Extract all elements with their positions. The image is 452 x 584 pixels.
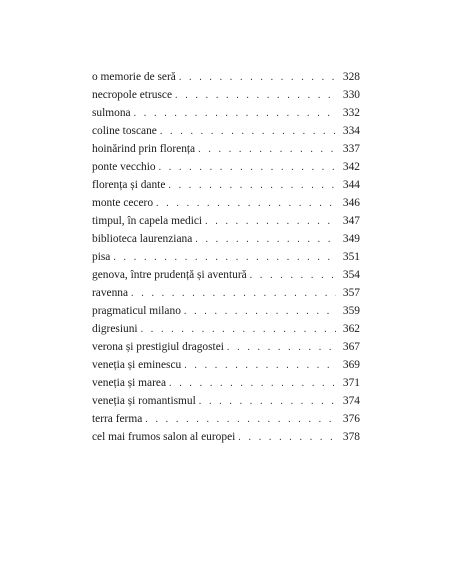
toc-entry xyxy=(92,86,360,104)
toc-entry xyxy=(92,158,360,176)
toc-entry-page: 374 xyxy=(342,395,360,407)
toc-entry-title: o memorie de seră xyxy=(92,71,176,83)
dot-leader xyxy=(160,123,336,141)
dot-leader xyxy=(179,69,336,87)
toc-entry xyxy=(92,122,360,140)
dot-leader xyxy=(134,105,336,123)
toc-entry-page: 351 xyxy=(342,251,360,263)
toc-entry-title: terra ferma xyxy=(92,413,143,425)
toc-entry-page: 367 xyxy=(342,341,360,353)
toc-entry-title: timpul, în capela medici xyxy=(92,215,203,227)
toc-entry xyxy=(92,248,360,266)
toc-entry-title: genova, între prudență și aventură xyxy=(92,269,247,281)
toc-entry-page: 347 xyxy=(342,215,360,227)
dot-leader xyxy=(227,339,336,357)
toc-entry-page: 344 xyxy=(342,179,360,191)
dot-leader xyxy=(145,411,336,429)
dot-leader xyxy=(168,177,336,195)
dot-leader xyxy=(131,285,336,303)
toc-entry-page: 354 xyxy=(342,269,360,281)
dot-leader xyxy=(169,375,336,393)
toc-entry xyxy=(92,374,360,392)
toc-entry xyxy=(92,320,360,338)
dot-leader xyxy=(184,357,336,375)
dot-leader xyxy=(205,213,336,231)
dot-leader xyxy=(175,87,336,105)
toc-entry-page: 349 xyxy=(342,233,360,245)
toc-entry-page: 334 xyxy=(342,125,360,137)
toc-entry-title: cel mai frumos salon al europei xyxy=(92,431,236,443)
toc-entry-title: hoinărind prin florența xyxy=(92,143,196,155)
toc-entry-title: digresiuni xyxy=(92,323,138,335)
toc-entry-page: 342 xyxy=(342,161,360,173)
toc-entry-title: verona și prestigiul dragostei xyxy=(92,341,224,353)
toc-entry xyxy=(92,104,360,122)
toc-entry-title: necropole etrusce xyxy=(92,89,173,101)
dot-leader xyxy=(238,429,336,447)
toc-entry xyxy=(92,392,360,410)
toc-entry xyxy=(92,338,360,356)
dot-leader xyxy=(198,141,336,159)
dot-leader xyxy=(141,321,336,339)
toc-entry-page: 378 xyxy=(342,431,360,443)
dot-leader xyxy=(199,393,336,411)
dot-leader xyxy=(250,267,336,285)
toc-entry-page: 330 xyxy=(342,89,360,101)
toc-entry-page: 369 xyxy=(342,359,360,371)
toc-entry-title: florența și dante xyxy=(92,179,166,191)
toc-entry xyxy=(92,140,360,158)
toc-entry xyxy=(92,266,360,284)
toc-entry-page: 371 xyxy=(342,377,360,389)
toc-entry xyxy=(92,212,360,230)
dot-leader xyxy=(156,195,336,213)
toc-entry-title: pisa xyxy=(92,251,111,263)
toc-entry xyxy=(92,428,360,446)
toc-entry-page: 346 xyxy=(342,197,360,209)
toc-entry xyxy=(92,194,360,212)
toc-entry xyxy=(92,230,360,248)
dot-leader xyxy=(184,303,336,321)
toc-entry-page: 357 xyxy=(342,287,360,299)
toc-entry xyxy=(92,302,360,320)
toc-entry xyxy=(92,284,360,302)
toc-entry-title: sulmona xyxy=(92,107,131,119)
toc-entry xyxy=(92,410,360,428)
dot-leader xyxy=(159,159,336,177)
toc-entry-page: 376 xyxy=(342,413,360,425)
toc-entry-page: 332 xyxy=(342,107,360,119)
toc-entry-title: veneția și romantismul xyxy=(92,395,196,407)
toc-entry xyxy=(92,68,360,86)
toc-entry-page: 337 xyxy=(342,143,360,155)
toc-entry-title: veneția și marea xyxy=(92,377,167,389)
toc-entry-title: pragmaticul milano xyxy=(92,305,181,317)
toc-entry-title: coline toscane xyxy=(92,125,157,137)
toc-entry-page: 328 xyxy=(342,71,360,83)
dot-leader xyxy=(195,231,336,249)
toc-entry xyxy=(92,176,360,194)
toc-entry-page: 362 xyxy=(342,323,360,335)
toc-entry-title: veneția și eminescu xyxy=(92,359,182,371)
toc-entry-title: biblioteca laurenziana xyxy=(92,233,193,245)
toc-entry-title: ponte vecchio xyxy=(92,161,156,173)
toc-entry-title: monte cecero xyxy=(92,197,154,209)
toc-entry-page: 359 xyxy=(342,305,360,317)
dot-leader xyxy=(113,249,336,267)
toc-entry-title: ravenna xyxy=(92,287,129,299)
toc-entry xyxy=(92,356,360,374)
table-of-contents xyxy=(92,68,360,446)
